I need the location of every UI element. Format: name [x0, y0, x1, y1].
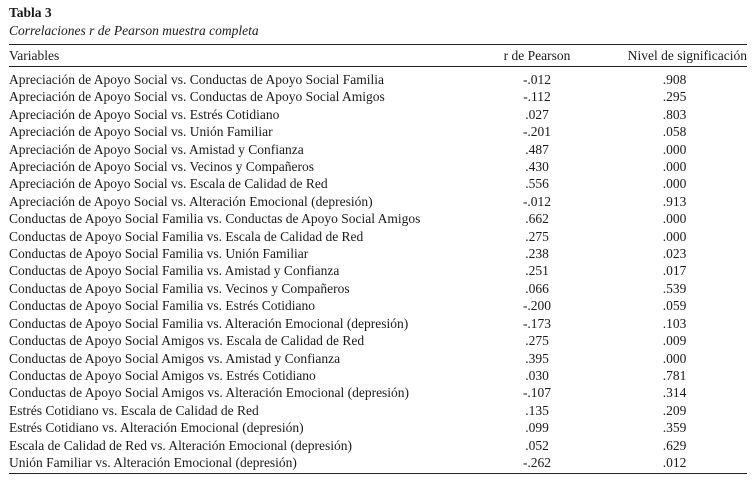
header-significance: Nivel de significación	[602, 45, 747, 67]
variable-pair-cell: Conductas de Apoyo Social Familia vs. Vecinos y Compañeros	[9, 280, 350, 296]
r-value-cell: .066	[525, 280, 549, 296]
significance-cell: .017	[662, 263, 687, 279]
variable-pair-cell: Conductas de Apoyo Social Familia vs. Amistad y Confianza	[9, 263, 340, 279]
r-value-cell: .487	[525, 141, 549, 157]
table-row	[9, 158, 747, 175]
variable-pair-cell: Unión Familiar vs. Alteración Emocional (depresión)	[9, 454, 472, 474]
r-value-cell: .395	[525, 350, 549, 366]
variable-pair-cell: Apreciación de Apoyo Social vs. Conductas de Apoyo Social Familia	[9, 72, 384, 87]
r-value-cell: .238	[525, 246, 549, 262]
table-row	[9, 67, 747, 89]
variable-pair-cell: Apreciación de Apoyo Social vs. Estrés Cotidiano	[9, 106, 280, 122]
variable-pair-cell: Apreciación de Apoyo Social vs. Vecinos y Compañeros	[9, 159, 314, 175]
significance-cell: .000	[662, 211, 687, 227]
r-value-cell: .099	[525, 420, 549, 436]
r-value-cell: -.262	[472, 454, 602, 474]
table-row	[9, 106, 747, 123]
header-row	[9, 45, 747, 67]
significance-cell: .908	[662, 72, 687, 87]
variable-pair-cell: Conductas de Apoyo Social Familia vs. Alteración Emocional (depresión)	[9, 315, 409, 331]
table-row	[9, 454, 747, 474]
r-value-cell: .052	[525, 437, 549, 453]
significance-cell: .000	[662, 176, 687, 192]
r-value-cell: .662	[525, 211, 549, 227]
r-value-cell: -.107	[522, 385, 552, 401]
table-row	[9, 367, 747, 384]
significance-cell: .059	[662, 298, 687, 314]
variable-pair-cell: Conductas de Apoyo Social Amigos vs. Amistad y Confianza	[9, 350, 341, 366]
r-value-cell: .556	[525, 176, 549, 192]
table-row	[9, 175, 747, 192]
variable-pair-cell: Apreciación de Apoyo Social vs. Amistad y Confianza	[9, 141, 304, 157]
r-value-cell: -.201	[522, 124, 552, 140]
table-row	[9, 332, 747, 349]
variable-pair-cell: Conductas de Apoyo Social Amigos vs. Alteración Emocional (depresión)	[9, 385, 410, 401]
correlation-table	[9, 44, 747, 474]
variable-pair-cell: Estrés Cotidiano vs. Alteración Emocional (depresión)	[9, 420, 304, 436]
variable-pair-cell: Apreciación de Apoyo Social vs. Escala de Calidad de Red	[9, 176, 328, 192]
r-value-cell: .030	[525, 367, 549, 383]
significance-cell: .012	[602, 454, 747, 474]
r-value-cell: -.173	[522, 315, 552, 331]
variable-pair-cell: Apreciación de Apoyo Social vs. Conductas de Apoyo Social Amigos	[9, 89, 385, 105]
significance-cell: .359	[662, 420, 687, 436]
r-value-cell: .275	[525, 228, 549, 244]
header-r-pearson: r de Pearson	[472, 45, 602, 67]
significance-cell: .000	[662, 350, 687, 366]
significance-cell: .000	[662, 141, 687, 157]
table-row	[9, 280, 747, 297]
table-figure	[9, 4, 747, 474]
r-value-cell: -.112	[523, 89, 551, 105]
significance-cell: .803	[662, 106, 687, 122]
table-row	[9, 297, 747, 314]
table-row	[9, 228, 747, 245]
significance-cell: .000	[662, 159, 687, 175]
significance-cell: .295	[662, 89, 687, 105]
header-variables: Variables	[9, 45, 472, 67]
table-row	[9, 88, 747, 105]
table-row	[9, 315, 747, 332]
r-value-cell: -.012	[522, 193, 552, 209]
r-value-cell: .135	[525, 402, 549, 418]
table-row	[9, 402, 747, 419]
significance-cell: .314	[662, 385, 687, 401]
variable-pair-cell: Escala de Calidad de Red vs. Alteración Emocional (depresión)	[9, 437, 353, 453]
r-value-cell: .027	[525, 106, 549, 122]
variable-pair-cell: Conductas de Apoyo Social Familia vs. Conductas de Apoyo Social Amigos	[9, 211, 421, 227]
significance-cell: .058	[662, 124, 687, 140]
variable-pair-cell: Apreciación de Apoyo Social vs. Unión Familiar	[9, 124, 273, 140]
variable-pair-cell: Conductas de Apoyo Social Familia vs. Escala de Calidad de Red	[9, 228, 364, 244]
variable-pair-cell: Conductas de Apoyo Social Familia vs. Unión Familiar	[9, 246, 309, 262]
variable-pair-cell: Conductas de Apoyo Social Amigos vs. Estrés Cotidiano	[9, 367, 316, 383]
table-row	[9, 350, 747, 367]
r-value-cell: .251	[525, 263, 549, 279]
significance-cell: .629	[662, 437, 687, 453]
r-value-cell: .275	[525, 333, 549, 349]
significance-cell: .209	[662, 402, 687, 418]
table-row	[9, 384, 747, 401]
significance-cell: .913	[662, 193, 687, 209]
significance-cell: .103	[662, 315, 687, 331]
table-number: Tabla 3	[9, 5, 52, 20]
significance-cell: .009	[662, 333, 687, 349]
table-caption: Correlaciones r de Pearson muestra completa	[9, 23, 259, 38]
significance-cell: .781	[662, 367, 687, 383]
r-value-cell: -.012	[522, 72, 552, 87]
variable-pair-cell: Apreciación de Apoyo Social vs. Alteración Emocional (depresión)	[9, 193, 373, 209]
table-row	[9, 141, 747, 158]
table-row	[9, 245, 747, 262]
significance-cell: .000	[662, 228, 687, 244]
table-row	[9, 262, 747, 279]
table-row	[9, 437, 747, 454]
table-row	[9, 419, 747, 436]
variable-pair-cell: Conductas de Apoyo Social Amigos vs. Escala de Calidad de Red	[9, 333, 365, 349]
table-row	[9, 193, 747, 210]
r-value-cell: -.200	[522, 298, 552, 314]
variable-pair-cell: Estrés Cotidiano vs. Escala de Calidad de Red	[9, 402, 259, 418]
table-row	[9, 210, 747, 227]
table-body	[9, 67, 747, 474]
significance-cell: .023	[662, 246, 687, 262]
table-row	[9, 123, 747, 140]
significance-cell: .539	[662, 280, 687, 296]
variable-pair-cell: Conductas de Apoyo Social Familia vs. Estrés Cotidiano	[9, 298, 315, 314]
r-value-cell: .430	[525, 159, 549, 175]
